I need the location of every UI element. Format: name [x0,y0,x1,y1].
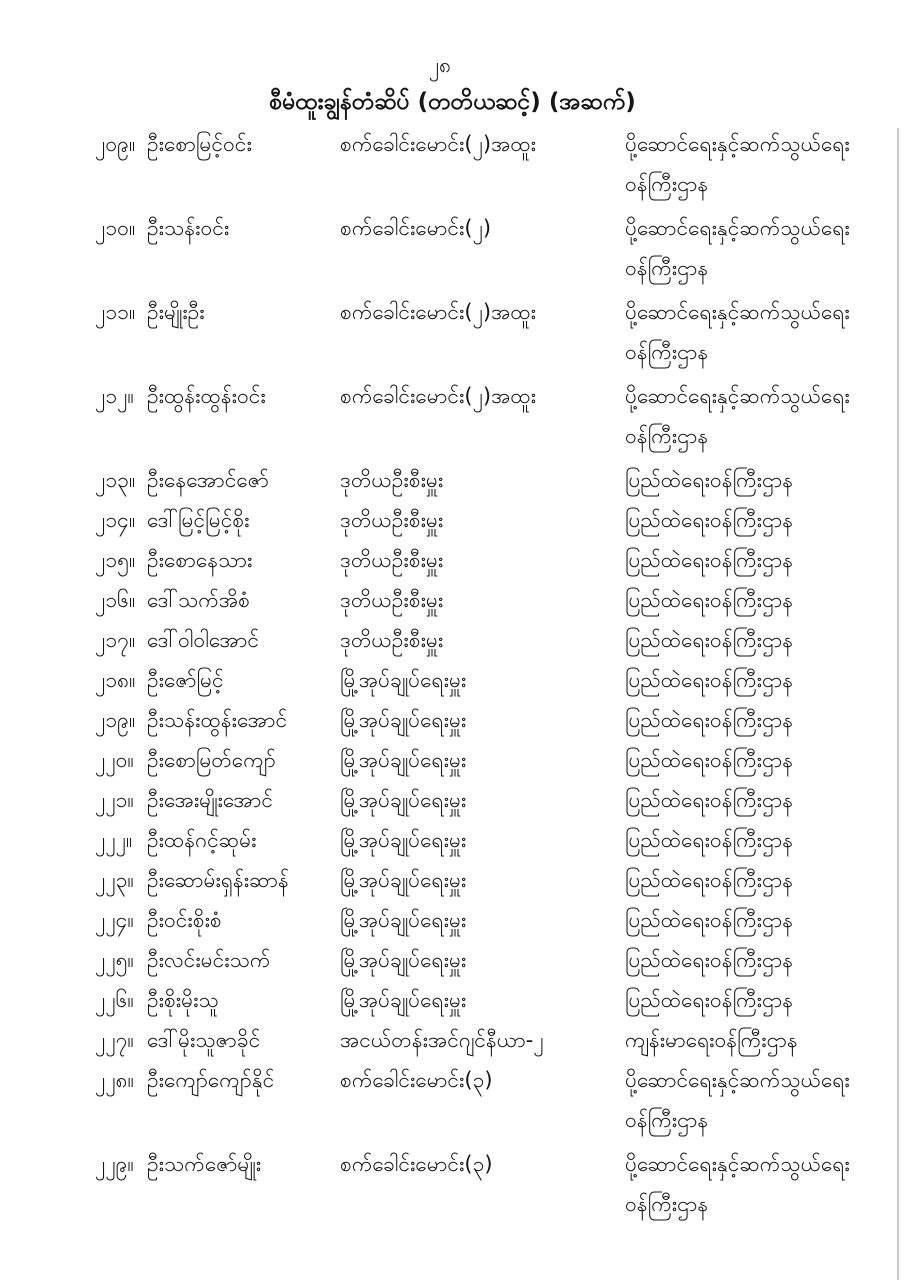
row-position: စက်ခေါင်းမောင်း(၃) [340,1068,493,1092]
ministry-line: ဝန်ကြီးဌာန [625,1108,709,1132]
row-ministry [625,780,885,820]
row-position: မြို့အုပ်ချုပ်ရေးမှူး [340,948,467,972]
row-number: ၂၂၀။ [95,748,134,772]
row-ministry [625,500,885,540]
row-ministry [625,1144,885,1224]
ministry-line: ဝန်ကြီးဌာန [625,424,709,448]
ministry-line: ပြည်ထဲရေးဝန်ကြီးဌာန [625,748,794,772]
row-position: မြို့အုပ်ချုပ်ရေးမှူး [340,748,467,772]
row-number: ၂၂၇။ [95,1028,134,1052]
row-name: ဦးလင်းမင်းသက် [147,948,271,972]
table-row [95,900,885,940]
row-number: ၂၂၁။ [95,788,134,812]
ministry-line: ပို့ဆောင်ရေးနှင့်ဆက်သွယ်ရေး [625,384,850,408]
row-position: မြို့အုပ်ချုပ်ရေးမှူး [340,788,467,812]
row-number: ၂၁၅။ [95,548,136,572]
row-position: မြို့အုပ်ချုပ်ရေးမှူး [340,988,467,1012]
row-name: ဦးသန်းထွန်းအောင် [147,708,288,732]
row-ministry [625,124,885,204]
table-row [95,740,885,780]
row-name: ဦးမျိုးဦး [147,300,205,324]
row-ministry [625,540,885,580]
row-name: ဦးစောမြင့်ဝင်း [147,132,252,156]
row-ministry [625,940,885,980]
row-name: ဦးဝင်းစိုးစံ [147,908,222,932]
row-name: ဦးစိုးမိုးသူ [147,988,219,1012]
row-number: ၂၂၅။ [95,948,134,972]
ministry-line: ပြည်ထဲရေးဝန်ကြီးဌာန [625,468,794,492]
row-name: ဒေါ်ဝါဝါအောင် [147,628,259,652]
table-row [95,208,885,288]
award-table [0,124,905,1228]
row-position: စက်ခေါင်းမောင်း(၂)အထူး [340,132,536,156]
ministry-line: ဝန်ကြီးဌာန [625,340,709,364]
row-position: စက်ခေါင်းမောင်း(၂)အထူး [340,300,536,324]
row-number: ၂၂၄။ [95,908,134,932]
row-number: ၂၁၄။ [95,508,136,532]
ministry-line: ပြည်ထဲရေးဝန်ကြီးဌာန [625,828,794,852]
row-ministry [625,292,885,372]
row-number: ၂၁၃။ [95,468,136,492]
ministry-line: ဝန်ကြီးဌာန [625,172,709,196]
row-ministry [625,460,885,500]
ministry-line: ပြည်ထဲရေးဝန်ကြီးဌာန [625,588,794,612]
row-position: ဒုတိယဦးစီးမှူး [340,508,444,532]
table-row [95,124,885,204]
row-number: ၂၁၇။ [95,628,136,652]
row-number: ၂၁၈။ [95,668,136,692]
row-name: ဦးသက်ဇော်မျိုး [147,1152,262,1176]
row-number: ၂၁၀။ [95,216,136,240]
ministry-line: ပြည်ထဲရေးဝန်ကြီးဌာန [625,708,794,732]
row-ministry [625,1060,885,1140]
row-number: ၂၂၈။ [95,1068,134,1092]
ministry-line: ကျန်းမာရေးဝန်ကြီးဌာန [625,1028,798,1052]
row-position: မြို့အုပ်ချုပ်ရေးမှူး [340,868,467,892]
row-ministry [625,700,885,740]
row-ministry [625,620,885,660]
table-row [95,700,885,740]
row-position: အငယ်တန်းအင်ဂျင်နီယာ-၂ [340,1028,544,1052]
row-number: ၂၀၉။ [95,132,136,156]
row-ministry [625,580,885,620]
table-row [95,620,885,660]
row-ministry [625,860,885,900]
ministry-line: ပြည်ထဲရေးဝန်ကြီးဌာန [625,868,794,892]
page-title: စီမံထူးချွန်တံဆိပ် (တတိယဆင့်) (အဆက်) [269,89,636,115]
table-row [95,376,885,456]
row-name: ဦးစောမြတ်ကျော် [147,748,276,772]
table-row [95,940,885,980]
row-ministry [625,376,885,456]
table-row [95,292,885,372]
row-position: ဒုတိယဦးစီးမှူး [340,468,444,492]
table-row [95,660,885,700]
row-ministry [625,820,885,860]
row-position: စက်ခေါင်းမောင်း(၂)အထူး [340,384,536,408]
row-name: ဦးထန်ဂင့်ဆုမ်း [147,828,257,852]
row-ministry [625,660,885,700]
row-name: ဦးအေးမျိုးအောင် [147,788,273,812]
table-row [95,500,885,540]
ministry-line: ဝန်ကြီးဌာန [625,1192,709,1216]
row-number: ၂၂၃။ [95,868,134,892]
row-name: ဦးကျော်ကျော်နိုင် [147,1068,275,1092]
table-row [95,780,885,820]
table-row [95,980,885,1020]
table-row [95,540,885,580]
row-number: ၂၂၆။ [95,988,134,1012]
row-number: ၂၂၂။ [95,828,133,852]
ministry-line: ပို့ဆောင်ရေးနှင့်ဆက်သွယ်ရေး [625,1152,850,1176]
row-position: မြို့အုပ်ချုပ်ရေးမှူး [340,668,467,692]
ministry-line: ပို့ဆောင်ရေးနှင့်ဆက်သွယ်ရေး [625,216,850,240]
row-number: ၂၁၁။ [95,300,136,324]
row-ministry [625,980,885,1020]
ministry-line: ပြည်ထဲရေးဝန်ကြီးဌာန [625,788,794,812]
row-position: စက်ခေါင်းမောင်း(၂) [340,216,492,240]
table-row [95,860,885,900]
table-row [95,580,885,620]
row-name: ဦးဇော်မြင့် [147,668,224,692]
table-row [95,1060,885,1140]
page-number: ၂၈ [428,53,452,77]
row-ministry [625,208,885,288]
table-row [95,1020,885,1060]
row-number: ၂၁၂။ [95,384,134,408]
row-name: ဦးစောနေသား [147,548,253,572]
row-name: ဒေါ်သက်အိစံ [147,588,250,612]
row-number: ၂၁၆။ [95,588,136,612]
row-position: မြို့အုပ်ချုပ်ရေးမှူး [340,828,467,852]
row-name: ဦးသန်းဝင်း [147,216,230,240]
table-row [95,460,885,500]
row-name: ဦးနေအောင်ဇော် [147,468,269,492]
ministry-line: ပြည်ထဲရေးဝန်ကြီးဌာန [625,628,794,652]
row-ministry [625,900,885,940]
ministry-line: ပြည်ထဲရေးဝန်ကြီးဌာန [625,948,794,972]
row-position: ဒုတိယဦးစီးမှူး [340,588,444,612]
row-number: ၂၂၉။ [95,1152,134,1176]
ministry-line: ဝန်ကြီးဌာန [625,256,709,280]
ministry-line: ပြည်ထဲရေးဝန်ကြီးဌာန [625,668,794,692]
row-ministry [625,1020,885,1060]
row-ministry [625,740,885,780]
scan-edge-line [897,128,899,1280]
row-position: မြို့အုပ်ချုပ်ရေးမှူး [340,708,467,732]
table-row [95,820,885,860]
ministry-line: ပြည်ထဲရေးဝန်ကြီးဌာန [625,988,794,1012]
row-name: ဒေါ်မိုးသူဇာခိုင် [147,1028,261,1052]
row-position: စက်ခေါင်းမောင်း(၃) [340,1152,493,1176]
ministry-line: ပြည်ထဲရေးဝန်ကြီးဌာန [625,548,794,572]
ministry-line: ပြည်ထဲရေးဝန်ကြီးဌာန [625,508,794,532]
ministry-line: ပို့ဆောင်ရေးနှင့်ဆက်သွယ်ရေး [625,300,850,324]
ministry-line: ပြည်ထဲရေးဝန်ကြီးဌာန [625,908,794,932]
ministry-line: ပို့ဆောင်ရေးနှင့်ဆက်သွယ်ရေး [625,1068,850,1092]
row-name: ဦးဆောမ်းရှန်းဆာန် [147,868,289,892]
ministry-line: ပို့ဆောင်ရေးနှင့်ဆက်သွယ်ရေး [625,132,850,156]
row-position: ဒုတိယဦးစီးမှူး [340,548,444,572]
row-name: ဒေါ်မြင့်မြင့်စိုး [147,508,250,532]
row-position: ဒုတိယဦးစီးမှူး [340,628,444,652]
row-number: ၂၁၉။ [95,708,136,732]
row-name: ဦးထွန်းထွန်းဝင်း [147,384,266,408]
row-position: မြို့အုပ်ချုပ်ရေးမှူး [340,908,467,932]
table-row [95,1144,885,1224]
